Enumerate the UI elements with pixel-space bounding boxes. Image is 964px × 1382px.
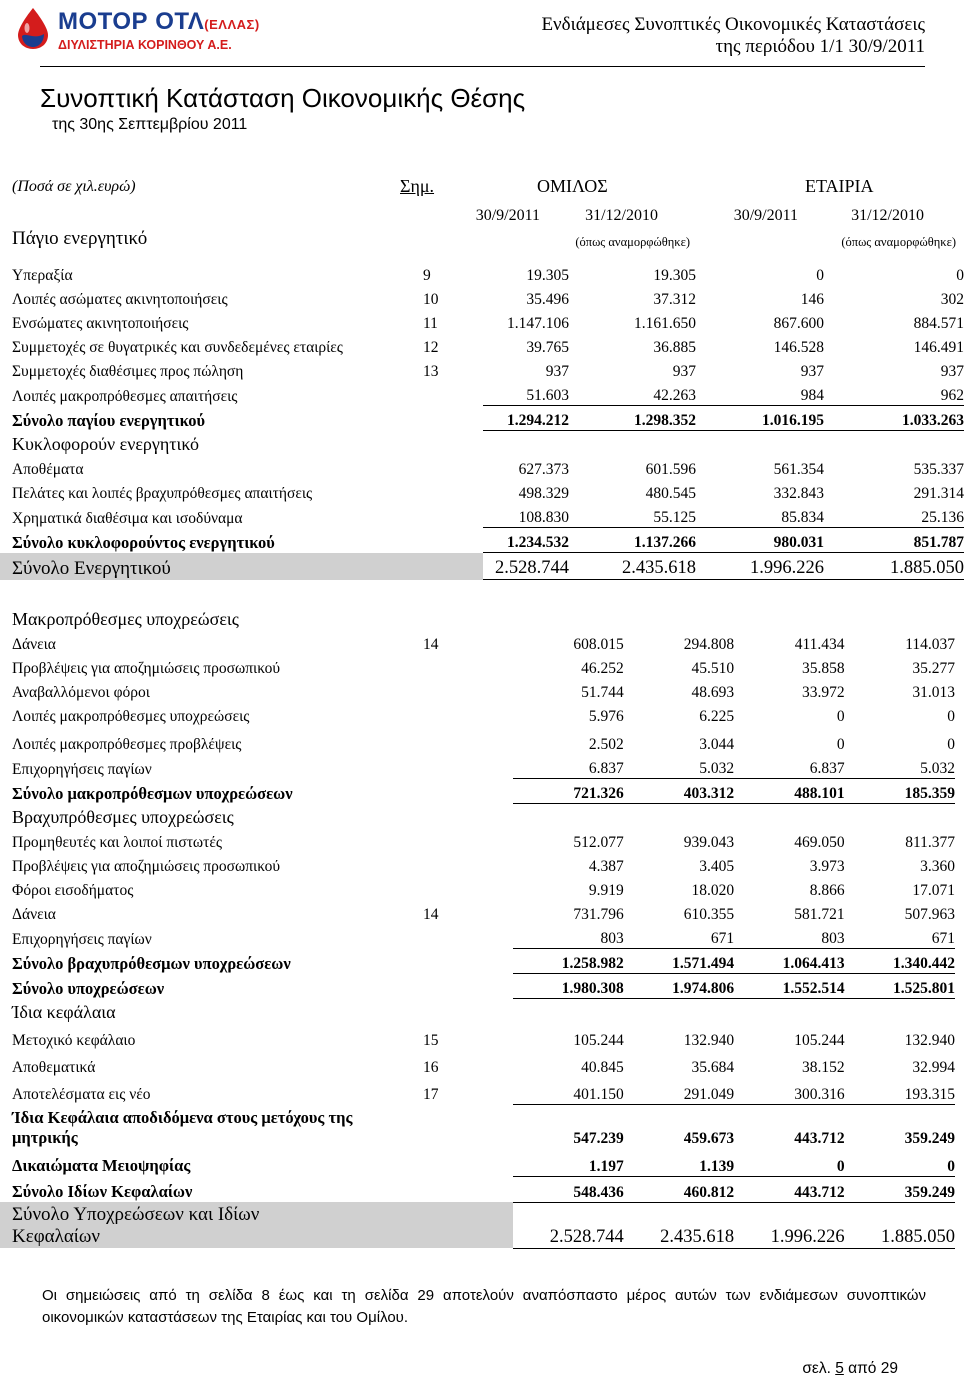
cell-value: 35.277 [912, 660, 955, 677]
total-label: Σύνολο παγίου ενεργητικού [12, 410, 206, 430]
cell-value: 18.020 [691, 882, 735, 899]
cell-value: 32.994 [912, 1059, 955, 1076]
grand-total-value: 2.435.618 [624, 1202, 734, 1248]
cell-value: 4.387 [588, 858, 624, 875]
cell-value: 291.049 [624, 1077, 734, 1104]
cell-value: 132.940 [904, 1032, 955, 1049]
row-label: Προμηθευτές και λοιποί πιστωτές [12, 834, 223, 851]
cell-value: 25.136 [824, 503, 964, 528]
restated-note-group: (όπως αναμορφώθηκε) [575, 235, 690, 249]
table-row [0, 828, 955, 852]
section-row [0, 999, 955, 1024]
table-row [0, 924, 955, 949]
cell-value: 3.405 [699, 858, 735, 875]
table-row [0, 333, 964, 357]
grand-total-row [0, 1202, 955, 1248]
cell-value: 1.161.650 [634, 315, 696, 332]
total-label: Σύνολο υποχρεώσεων [12, 978, 165, 998]
grand-total-label-line-1: Σύνολο Υποχρεώσεων και Ιδίων [12, 1204, 260, 1225]
cell-value: 601.596 [645, 461, 696, 478]
cell-value: 8.866 [809, 882, 845, 899]
table-row [0, 1023, 955, 1050]
section-equity: Ίδια κεφάλαια [12, 1002, 116, 1022]
report-header-line-2: της περιόδου 1/1 30/9/2011 [715, 36, 925, 57]
total-value: 185.359 [845, 779, 955, 804]
row-label: Αναβαλλόμενοι φόροι [12, 684, 150, 701]
current-page: 5 [835, 1360, 844, 1377]
cell-value: 38.152 [801, 1059, 845, 1076]
cell-value: 5.032 [845, 754, 955, 779]
cell-value: 19.305 [653, 267, 696, 284]
table-row [0, 261, 964, 285]
cell-value: 332.843 [773, 485, 824, 502]
row-note: 14 [423, 636, 439, 653]
cell-value: 937 [800, 363, 824, 380]
page-subtitle: της 30ης Σεπτεμβρίου 2011 [52, 116, 248, 133]
total-value: 0 [734, 1148, 844, 1176]
cell-value: 3.044 [699, 736, 735, 753]
total-row [0, 949, 955, 974]
cell-value: 498.329 [518, 485, 569, 502]
total-value: 851.787 [824, 528, 964, 553]
row-label: Υπεραξία [12, 267, 73, 284]
row-note: 10 [423, 291, 439, 308]
cell-value: 45.510 [691, 660, 735, 677]
footnote: Οι σημειώσεις από τη σελίδα 8 έως και τη σελίδα 29 αποτελούν αναπόσπαστο μέρος αυτών των ενδιάμεσων συνοπτικών οικονομικών καταστάσεων της Εταιρίας και του Ομίλου. [42, 1287, 926, 1326]
row-note: 13 [423, 363, 439, 380]
cell-value: 811.377 [905, 834, 955, 851]
grand-total-label-line-2: Κεφαλαίων [12, 1226, 100, 1247]
total-value: 459.673 [683, 1130, 735, 1147]
total-row [0, 1104, 955, 1148]
total-value: 1.571.494 [624, 949, 734, 974]
total-label: Δικαιώματα Μειοψηφίας [12, 1156, 191, 1175]
total-label: Σύνολο Ιδίων Κεφαλαίων [12, 1182, 193, 1201]
company-column-header: ΕΤΑΙΡΙΑ [805, 176, 874, 196]
cell-value: 867.600 [773, 315, 824, 332]
section-row [0, 606, 955, 630]
total-value: 443.712 [734, 1176, 844, 1202]
page-title: Συνοπτική Κατάσταση Οικονομικής Θέσης [40, 83, 526, 113]
cell-value: 35.496 [526, 291, 569, 308]
row-note: 12 [423, 339, 439, 356]
total-value: 1.016.195 [696, 406, 824, 431]
cell-value: 0 [947, 736, 955, 753]
table-row [0, 309, 964, 333]
table-row [0, 654, 955, 678]
cell-value: 535.337 [913, 461, 964, 478]
section-current-assets: Κυκλοφορούν ενεργητικό [12, 434, 199, 454]
row-note: 17 [423, 1086, 439, 1103]
cell-value: 512.077 [573, 834, 624, 851]
row-label: Λοιπές μακροπρόθεσμες υποχρεώσεις [12, 708, 250, 725]
cell-value: 39.765 [526, 339, 569, 356]
table-row [0, 876, 955, 900]
cell-value: 105.244 [573, 1032, 624, 1049]
cell-value: 884.571 [913, 315, 964, 332]
total-value: 721.326 [513, 779, 623, 804]
row-note: 11 [423, 315, 438, 332]
cell-value: 108.830 [483, 503, 569, 528]
cell-value: 480.545 [645, 485, 696, 502]
cell-value: 671 [624, 924, 734, 949]
cell-value: 803 [734, 924, 844, 949]
cell-value: 302 [940, 291, 964, 308]
grand-total-value: 2.435.618 [569, 553, 696, 580]
cell-value: 469.050 [794, 834, 845, 851]
table-row [0, 754, 955, 779]
section-row [0, 431, 964, 456]
total-value: 1.974.806 [624, 974, 734, 999]
table-row [0, 503, 964, 528]
row-label: Επιχορηγήσεις παγίων [12, 760, 152, 778]
total-value: 488.101 [734, 779, 844, 804]
cell-value: 2.502 [588, 736, 624, 753]
cell-value: 17.071 [912, 882, 955, 899]
row-label: Φόροι εισοδήματος [12, 882, 134, 899]
cell-value: 937 [545, 363, 569, 380]
cell-value: 5.032 [624, 754, 734, 779]
cell-value: 193.315 [845, 1077, 955, 1104]
table-row [0, 285, 964, 309]
row-label: Συμμετοχές διαθέσιμες προς πώληση [12, 363, 244, 380]
cell-value: 731.796 [573, 906, 624, 923]
total-value: 1.552.514 [734, 974, 844, 999]
cell-value: 671 [845, 924, 955, 949]
cell-value: 1.147.106 [507, 315, 569, 332]
total-label-line-2: μητρικής [12, 1128, 78, 1147]
cell-value: 937 [940, 363, 964, 380]
cell-value: 146.528 [773, 339, 824, 356]
total-value: 1.234.532 [483, 528, 569, 553]
row-label: Συμμετοχές σε θυγατρικές και συνδεδεμένες εταιρίες [12, 339, 343, 356]
date-header-company-1: 30/9/2011 [733, 207, 798, 224]
section-fixed-assets: Πάγιο ενεργητικό [12, 228, 148, 249]
cell-value: 0 [956, 267, 964, 284]
cell-value: 6.837 [513, 754, 623, 779]
grand-total-value: 1.885.050 [824, 553, 964, 580]
cell-value: 294.808 [683, 636, 735, 653]
cell-value: 939.043 [683, 834, 735, 851]
date-header-group-2: 31/12/2010 [585, 207, 658, 224]
row-label: Μετοχικό κεφάλαιο [12, 1032, 136, 1049]
liabilities-table [0, 606, 955, 1249]
row-label: Λοιπές ασώματες ακινητοποιήσεις [12, 291, 228, 308]
row-label: Προβλέψεις για αποζημιώσεις προσωπικού [12, 660, 281, 677]
table-row [0, 357, 964, 381]
total-label-line-1: Ίδια Κεφάλαια αποδιδόμενα στους μετόχους της [12, 1108, 353, 1127]
grand-total-label: Σύνολο Ενεργητικού [0, 553, 403, 580]
grand-total-value: 1.996.226 [696, 553, 824, 580]
row-label: Πελάτες και λοιπές βραχυπρόθεσμες απαιτήσεις [12, 485, 313, 502]
table-row [0, 1077, 955, 1104]
total-row [0, 779, 955, 804]
row-label: Χρηματικά διαθέσιμα και ισοδύναμα [12, 509, 243, 527]
logo-subtitle: ΔΙΥΛΙΣΤΗΡΙΑ ΚΟΡΙΝΘΟΥ Α.Ε. [58, 38, 232, 52]
total-row [0, 528, 964, 553]
total-value: 1.064.413 [734, 949, 844, 974]
cell-value: 35.684 [691, 1059, 735, 1076]
cell-value: 105.244 [794, 1032, 845, 1049]
cell-value: 3.973 [809, 858, 845, 875]
total-value: 1.294.212 [483, 406, 569, 431]
row-label: Αποθέματα [12, 461, 84, 478]
row-label: Ενσώματες ακινητοποιήσεις [12, 315, 189, 332]
grand-total-value: 2.528.744 [513, 1202, 623, 1248]
cell-value: 962 [824, 381, 964, 406]
total-value: 1.197 [513, 1148, 623, 1176]
total-label: Σύνολο κυκλοφορούντος ενεργητικού [12, 532, 275, 552]
cell-value: 803 [513, 924, 623, 949]
note-column-header: Σημ. [400, 176, 435, 196]
cell-value: 0 [836, 736, 845, 753]
cell-value: 146 [800, 291, 824, 308]
total-value: 1.139 [624, 1148, 734, 1176]
section-short-term-liabilities: Βραχυπρόθεσμες υποχρεώσεις [12, 807, 234, 827]
date-header-group-1: 30/9/2011 [475, 207, 540, 224]
cell-value: 35.858 [801, 660, 845, 677]
total-label [0, 1104, 403, 1148]
logo-title: ΜΟΤΟΡ ΟΤΛ(ΕΛΛΑΣ) [58, 8, 260, 35]
cell-value: 85.834 [696, 503, 824, 528]
restated-note-company: (όπως αναμορφώθηκε) [841, 235, 956, 249]
cell-value: 291.314 [913, 485, 964, 502]
row-label: Δάνεια [12, 906, 56, 923]
total-value: 1.980.308 [513, 974, 623, 999]
row-note: 16 [423, 1059, 439, 1076]
cell-value: 401.150 [513, 1077, 623, 1104]
row-label: Λοιπές μακροπρόθεσμες απαιτήσεις [12, 387, 238, 405]
units-label: (Ποσά σε χιλ.ευρώ) [12, 178, 136, 195]
table-row [0, 479, 964, 503]
grand-total-value: 2.528.744 [483, 553, 569, 580]
total-value: 1.137.266 [569, 528, 696, 553]
cell-value: 608.015 [573, 636, 624, 653]
report-header [541, 14, 925, 58]
cell-value: 55.125 [569, 503, 696, 528]
row-label: Αποθεματικά [12, 1059, 96, 1076]
cell-value: 33.972 [801, 684, 845, 701]
total-label: Σύνολο μακροπρόθεσμων υποχρεώσεων [12, 783, 293, 803]
cell-value: 51.744 [581, 684, 624, 701]
cell-value: 132.940 [683, 1032, 735, 1049]
cell-value: 114.037 [905, 636, 955, 653]
cell-value: 0 [836, 708, 845, 725]
cell-value: 0 [816, 267, 824, 284]
cell-value: 48.693 [691, 684, 735, 701]
cell-value: 42.263 [569, 381, 696, 406]
row-note [403, 381, 483, 406]
cell-value: 937 [672, 363, 696, 380]
row-label: Αποτελέσματα εις νέο [12, 1086, 151, 1103]
total-value: 980.031 [696, 528, 824, 553]
total-pages: 29 [880, 1360, 898, 1377]
logo-country: (ΕΛΛΑΣ) [204, 17, 260, 32]
row-note: 15 [423, 1032, 439, 1049]
total-row [0, 1148, 955, 1176]
table-row [0, 630, 955, 654]
cell-value: 40.845 [581, 1059, 624, 1076]
row-label: Επιχορηγήσεις παγίων [12, 930, 152, 948]
cell-value: 9.919 [588, 882, 624, 899]
table-row [0, 678, 955, 702]
grand-total-label [0, 1202, 403, 1248]
total-label: Σύνολο βραχυπρόθεσμων υποχρεώσεων [12, 953, 291, 973]
grand-total-row [0, 553, 964, 580]
assets-table [0, 261, 964, 580]
total-value: 547.239 [573, 1130, 624, 1147]
page-number: σελ. 5 από 29 [802, 1360, 898, 1377]
cell-value: 300.316 [734, 1077, 844, 1104]
report-header-line-1: Ενδιάμεσες Συνοπτικές Οικονομικές Καταστάσεις [541, 14, 925, 35]
total-value: 1.298.352 [569, 406, 696, 431]
cell-value: 31.013 [912, 684, 955, 701]
cell-value: 5.976 [588, 708, 624, 725]
cell-value: 610.355 [683, 906, 735, 923]
total-value: 403.312 [624, 779, 734, 804]
row-label: Προβλέψεις για αποζημιώσεις προσωπικού [12, 858, 281, 875]
table-row [0, 1050, 955, 1077]
table-row [0, 900, 955, 924]
total-value: 359.249 [904, 1130, 955, 1147]
row-note: 9 [423, 267, 431, 284]
total-value: 1.258.982 [513, 949, 623, 974]
cell-value: 6.837 [734, 754, 844, 779]
row-label: Δάνεια [12, 636, 56, 653]
cell-value: 19.305 [526, 267, 569, 284]
total-value: 443.712 [794, 1130, 845, 1147]
total-value: 0 [845, 1148, 955, 1176]
total-value: 460.812 [624, 1176, 734, 1202]
total-value: 1.340.442 [845, 949, 955, 974]
total-row [0, 974, 955, 999]
row-note: 14 [423, 906, 439, 923]
row-label: Λοιπές μακροπρόθεσμες προβλέψεις [12, 736, 242, 753]
cell-value: 0 [947, 708, 955, 725]
cell-value: 561.354 [773, 461, 824, 478]
total-value: 1.525.801 [845, 974, 955, 999]
total-value: 1.033.263 [824, 406, 964, 431]
cell-value: 36.885 [653, 339, 696, 356]
cell-value: 46.252 [581, 660, 624, 677]
table-row [0, 455, 964, 479]
table-row [0, 726, 955, 754]
cell-value: 581.721 [794, 906, 845, 923]
cell-value: 37.312 [653, 291, 696, 308]
date-header-company-2: 31/12/2010 [851, 207, 924, 224]
cell-value: 6.225 [699, 708, 735, 725]
total-value: 548.436 [513, 1176, 623, 1202]
oil-drop-icon [14, 6, 52, 50]
cell-value: 507.963 [904, 906, 955, 923]
company-logo [14, 6, 260, 54]
cell-value: 146.491 [913, 339, 964, 356]
table-row [0, 702, 955, 726]
cell-value: 627.373 [518, 461, 569, 478]
cell-value: 3.360 [920, 858, 955, 875]
section-long-term-liabilities: Μακροπρόθεσμες υποχρεώσεις [12, 609, 239, 629]
grand-total-value: 1.996.226 [734, 1202, 844, 1248]
cell-value: 984 [696, 381, 824, 406]
total-row [0, 406, 964, 431]
table-row [0, 381, 964, 406]
header-divider [40, 66, 925, 67]
table-row [0, 852, 955, 876]
total-row [0, 1176, 955, 1202]
group-column-header: ΟΜΙΛΟΣ [537, 176, 608, 196]
cell-value: 411.434 [794, 636, 845, 653]
cell-value: 51.603 [483, 381, 569, 406]
section-row [0, 804, 955, 829]
total-value: 359.249 [845, 1176, 955, 1202]
grand-total-value: 1.885.050 [845, 1202, 955, 1248]
